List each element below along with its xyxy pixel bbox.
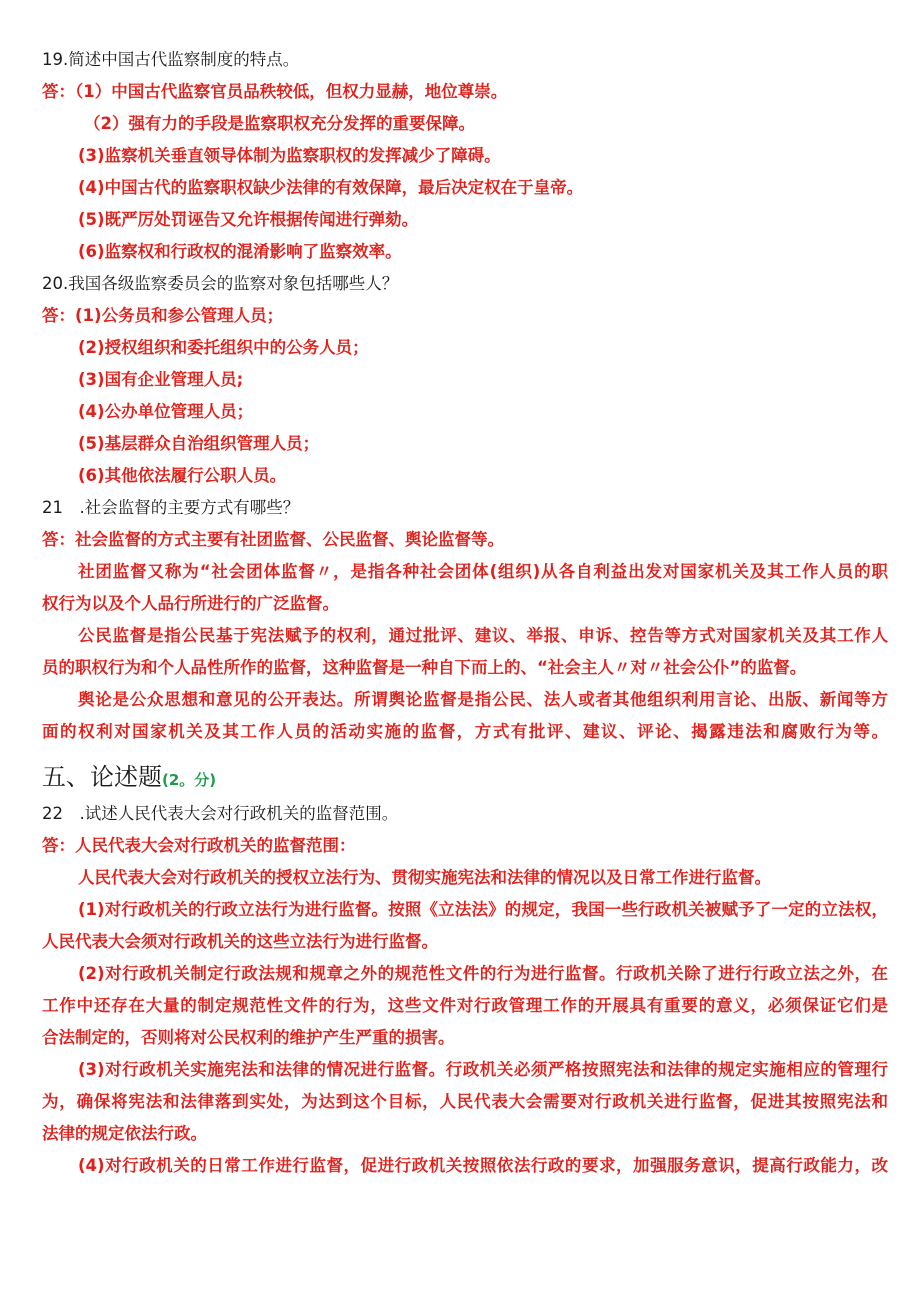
answer-22-line-1: 答：人民代表大会对行政机关的监督范围： [42,836,356,855]
answer-19-point-2: （2）强有力的手段是监察职权充分发挥的重要保障。 [84,114,475,133]
answer-20-point-4: (4)公办单位管理人员； [78,402,254,421]
section-heading [42,762,216,795]
question-20: 20.我国各级监察委员会的监察对象包括哪些人？ [42,274,399,293]
answer-22-para-1-line-2: 人民代表大会须对行政机关的这些立法行为进行监督。 [42,932,438,951]
answer-22-para-2-line-2: 工作中还存在大量的制定规范性文件的行为，这些文件对行政管理工作的开展具有重要的意义，必须保证它们是 [42,996,888,1015]
section-points-note: (2。分) [162,771,217,789]
answer-19-point-6: (6)监察权和行政权的混淆影响了监察效率。 [78,242,402,261]
question-22: 22 .试述人民代表大会对行政机关的监督范围。 [42,804,399,823]
answer-20-line-1: 答：(1)公务员和参公管理人员； [42,306,284,325]
answer-20-point-2: (2)授权组织和委托组织中的公务人员； [78,338,369,357]
answer-20-point-6: (6)其他依法履行公职人员。 [78,466,287,485]
answer-21-para-1-line-1: 社团监督又称为“社会团体监督〃，是指各种社会团体(组织)从各自利益出发对国家机关及其工作人员的职 [78,562,888,581]
answer-22-para-4-line-1: (4)对行政机关的日常工作进行监督，促进行政机关按照依法行政的要求，加强服务意识，提高行政能力，改 [78,1156,888,1175]
answer-20-point-3: (3)国有企业管理人员; [78,370,244,389]
answer-22-para-3-line-3: 法律的规定依法行政。 [42,1124,207,1143]
answer-19-line-1: 答：（1）中国古代监察官员品秩较低，但权力显赫，地位尊崇。 [42,82,508,101]
question-21: 21 .社会监督的主要方式有哪些？ [42,498,300,517]
answer-21-line-1: 答：社会监督的方式主要有社团监督、公民监督、舆论监督等。 [42,530,504,549]
answer-22-para-3-line-1: (3)对行政机关实施宪法和法律的情况进行监督。行政机关必须严格按照宪法和法律的规定实施相应的管理行 [78,1060,888,1079]
answer-22-intro: 人民代表大会对行政机关的授权立法行为、贯彻实施宪法和法律的情况以及日常工作进行监督。 [78,868,771,887]
answer-21-para-1-line-2: 权行为以及个人品行所进行的广泛监督。 [42,594,339,613]
answer-21-para-2-line-2: 员的职权行为和个人品性所作的监督，这种监督是一种自下而上的、“社会主人〃对〃社会公仆”的监督。 [42,658,807,677]
answer-22-para-1-line-1: (1)对行政机关的行政立法行为进行监督。按照《立法法》的规定，我国一些行政机关被赋予了一定的立法权， [78,900,888,919]
answer-21-para-3-line-1: 舆论是公众思想和意见的公开表达。所谓舆论监督是指公民、法人或者其他组织利用言论、出版、新闻等方 [78,690,888,709]
answer-19-point-3: (3)监察机关垂直领导体制为监察职权的发挥减少了障碍。 [78,146,501,165]
answer-22-para-2-line-3: 合法制定的，否则将对公民权利的维护产生严重的损害。 [42,1028,455,1047]
answer-20-point-5: (5)基层群众自治组织管理人员； [78,434,320,453]
answer-22-para-3-line-2: 为，确保将宪法和法律落到实处，为达到这个目标，人民代表大会需要对行政机关进行监督，促进其按照宪法和 [42,1092,888,1111]
answer-21-para-2-line-1: 公民监督是指公民基于宪法赋予的权利，通过批评、建议、举报、申诉、控告等方式对国家机关及其工作人 [78,626,888,645]
answer-22-para-2-line-1: (2)对行政机关制定行政法规和规章之外的规范性文件的行为进行监督。行政机关除了进行行政立法之外，在 [78,964,888,983]
section-title: 五、论述题 [42,763,162,791]
answer-21-para-3-line-2: 面的权利对国家机关及其工作人员的活动实施的监督，方式有批评、建议、评论、揭露违法和腐败行为等。 [42,722,888,741]
answer-19-point-4: (4)中国古代的监察职权缺少法律的有效保障，最后决定权在于皇帝。 [78,178,584,197]
question-19: 19.简述中国古代监察制度的特点。 [42,50,300,69]
answer-19-point-5: (5)既严厉处罚诬告又允许根据传闻进行弹劾。 [78,210,419,229]
